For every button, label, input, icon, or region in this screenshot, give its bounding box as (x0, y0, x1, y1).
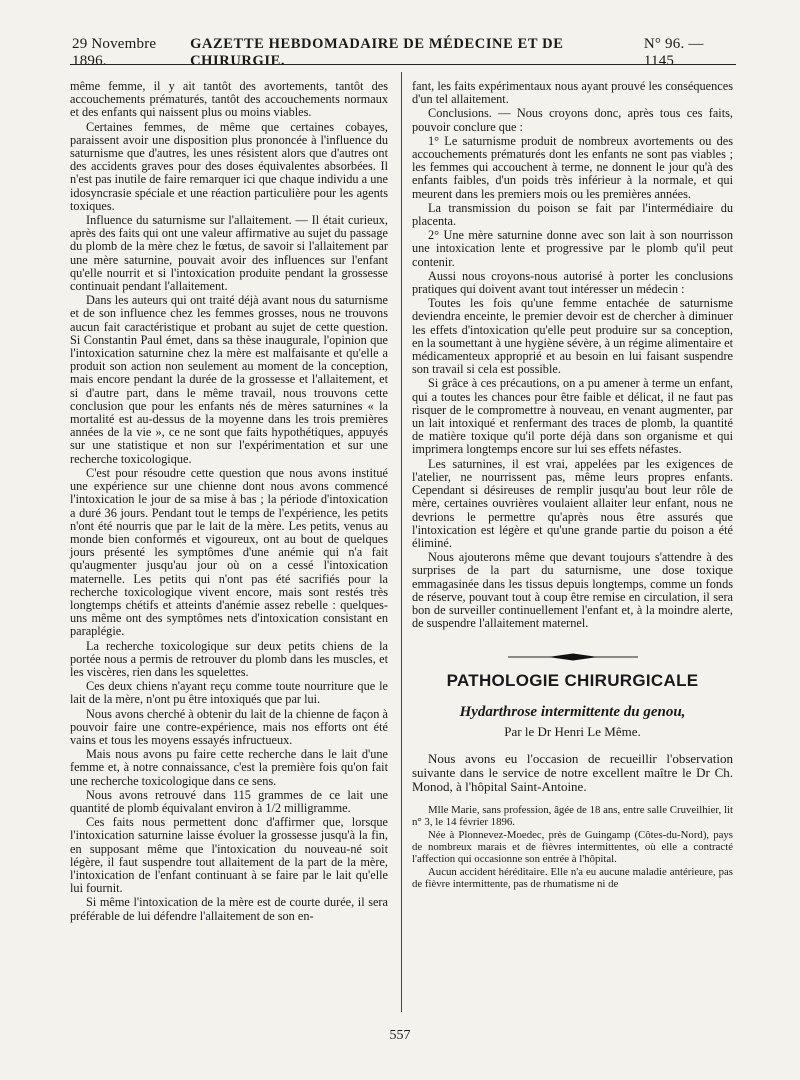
case-paragraph: Mlle Marie, sans profession, âgée de 18 ans, entre salle Cruveilhier, lit n° 3, le 14 février 1896. (412, 803, 733, 828)
paragraph: C'est pour résoudre cette question que nous avons institué une expérience sur une chienne dont nous avons commencé l'intoxication le jour de sa mise à bas ; la période d'intoxication a duré 36 jours. Pendant tout le temps de l'expérience, les petits n'ont été nourris que par le lait de la mère. Les petits, venus au monde bien conformés et vigoureux, ont au bout de quelques jours présenté les symptômes d'une anémie qui n'a fait qu'augmenter jusqu'au jour où on a cessé l'intoxication maternelle. Les petits qui n'ont pas été sacrifiés pour la recherche toxicologique vivent encore, mais sont restés très longtemps chétifs et atteints d'anémie assez rebelle : quelques-uns même ont des symptômes nets d'intoxication consistant en paraplégie. (70, 465, 388, 639)
folio-number: 557 (389, 1028, 411, 1043)
paragraph: Certaines femmes, de même que certaines cobayes, paraissent avoir une disposition plus prononcée à l'influence du saturnisme que d'autres, les unes résistent alors que d'autres ont des accidents graves pour des doses équivalentes absorbées. Il n'est pas inutile de faire remarquer ici que chaque individu a une idosyncrasie spéciale et une réaction particulière pour les agents toxiques. (70, 119, 388, 213)
paragraph: La recherche toxicologique sur deux petits chiens de la portée nous a permis de retrouver du plomb dans les muscles, et les viscères, rien dans les squelettes. (70, 638, 388, 679)
paragraph: Dans les auteurs qui ont traité déjà avant nous du saturnisme et de son influence chez les femmes grosses, nous ne trouvons aucun fait caractéristique et probant au sujet de cette question. Si Constantin Paul émet, dans sa thèse inaugurale, l'opinion que l'intoxication saturnine chez la mère est malfaisante et qu'elle a produit son action non seulement au moment de la conception, mais encore pendant la durée de la grossesse et l'allaitement, et si d'autre part, dans le même travail, nous trouvons cette conclusion que pour les enfants nés de mères saturnines « la mortalité est au-dessus de la moyenne dans les trois premières années de la vie », ce ne sont que faits hypothétiques, appuyés sur une statistique et non sur l'expérimentation et sur une recherche toxicologique. (70, 293, 388, 466)
paragraph: Les saturnines, il est vrai, appelées par les exigences de l'atelier, ne nourrissent pas, même leurs propres enfants. Cependant si désireuses de remplir jusqu'au bout leur rôle de mère, certaines ouvrières voulaient allaiter leur enfant, nous ne devrions le permettre qu'après nous être assurés que l'intoxication est légère et qu'une grande partie du poison a été éliminé. (412, 456, 733, 550)
conclusions-paragraph: Conclusions. — Nous croyons donc, après tous ces faits, pouvoir conclure que : (412, 106, 733, 134)
paragraph: Influence du saturnisme sur l'allaitement. — Il était curieux, après des faits qui ont une valeur affirmative au sujet du passage du plomb de la mère chez le fœtus, de savoir si l'allaitement par une mère saturnine, pouvait avoir des influences sur l'enfant qu'elle nourrit et si l'intoxication produite pendant la grossesse continuait pendant l'allaitement. (70, 213, 388, 294)
paragraph: Nous avons cherché à obtenir du lait de la chienne de façon à pouvoir faire une contre-expérience, mais nos efforts ont été vains et tous les moyens essayés infructueux. (70, 706, 388, 747)
column-divider (401, 72, 402, 1012)
paragraph: 1° Le saturnisme produit de nombreux avortements ou des accouchements prématurés dont les enfants ne sont pas viables ; les femmes qui accouchent à terme, ne donnent le jour qu'à des enfants faibles, d'un poids très inférieur à la normale, et qui meurent dans les premiers mois ou les premières années. (412, 133, 733, 201)
paragraph: Si même l'intoxication de la mère est de courte durée, il sera préférable de lui défendre l'allaitement de son en- (70, 895, 388, 923)
issue-page-number: N° 96. — 1145 (643, 36, 704, 69)
header-rule (70, 64, 736, 65)
paragraph: Toutes les fois qu'une femme entachée de saturnisme deviendra enceinte, le premier devoir est de chercher à diminuer les effets d'intoxication qu'elle peut produire sur sa conception, en la soumettant à une hygiène sévère, à un régime alimentaire et médicamenteux approprié et au besoin en lui faisant suspendre son travail si cela est possible. (412, 296, 733, 377)
section-ornament (508, 652, 638, 662)
header-date: 29 Novembre 1896. (72, 36, 157, 69)
case-paragraph: Née à Plonnevez-Moedec, près de Guingamp (Côtes-du-Nord), pays de nombreux marais et de fièvres intermittentes, où elle a contracté l'affection qui occasionne son entrée à l'hôpital. (412, 828, 733, 865)
paragraph: Si grâce à ces précautions, on a pu amener à terme un enfant, qui a toutes les chances pour être faible et délicat, il ne faut pas risquer de le compromettre à nouveau, en venant augmenter, par un lait intoxiqué et renfermant des traces de plomb, la quantité de matière toxique qu'il porte déjà dans son organisme et qui imprimera longtemps encore sur lui ses effets néfastes. (412, 376, 733, 457)
paragraph: Ces faits nous permettent donc d'affirmer que, lorsque l'intoxication saturnine laisse évoluer la grossesse jusqu'à la fin, en supposant même que l'intoxication du nouveau-né soit légère, il faut suspendre tout allaitement de la part de la mère, l'intoxication de l'enfant continuant à se faire par le lait qu'elle lui fournit. (70, 815, 388, 896)
journal-title: GAZETTE HEBDOMADAIRE DE MÉDECINE ET DE CHIRURGIE. (190, 36, 564, 69)
article-intro: Nous avons eu l'occasion de recueillir l'observation suivante dans le service de notre excellent maître le Dr Ch. Monod, à l'hôpital Saint-Antoine. (412, 750, 733, 794)
case-report (412, 804, 733, 890)
paragraph: Aussi nous croyons-nous autorisé à porter les conclusions pratiques qui doivent avant tout intéresser un médecin : (412, 268, 733, 297)
paragraph: 2° Une mère saturnine donne avec son lait à son nourrisson une intoxication lente et progressive par le plomb qu'il peut contenir. (412, 228, 733, 269)
section-title: PATHOLOGIE CHIRURGICALE (446, 671, 699, 691)
byline: Par le Dr Henri Le Même. (504, 723, 641, 739)
right-column (412, 80, 733, 891)
paragraph: Ces deux chiens n'ayant reçu comme toute nourriture que le lait de la mère, n'ont pu être intoxiqués que par lui. (70, 679, 388, 707)
paragraph: Nous avons retrouvé dans 115 grammes de ce lait une quantité de plomb équivalant environ à 1/2 milligramme. (70, 787, 388, 815)
paragraph: Mais nous avons pu faire cette recherche dans le lait d'une femme et, à notre connaissance, c'est la première fois qu'on fait une recherche toxicologique dans ce sens. (70, 747, 388, 788)
case-paragraph: Aucun accident héréditaire. Elle n'a eu aucune maladie antérieure, pas de fièvre intermittente, pas de rhumatisme ni de (412, 865, 733, 890)
paragraph: même femme, il y ait tantôt des avortements, tantôt des accouchements prématurés, tantôt des accouchements normaux et des enfants qui naissent plus ou moins viables. (70, 79, 388, 120)
left-column (70, 80, 388, 924)
paragraph: La transmission du poison se fait par l'intermédiaire du placenta. (412, 200, 733, 229)
paragraph: fant, les faits expérimentaux nous ayant prouvé les conséquences d'un tel allaitement. (412, 79, 733, 107)
running-header (72, 36, 734, 69)
paragraph: Nous ajouterons même que devant toujours s'attendre à des surprises de la part du saturnisme, une dose toxique emmagasinée dans les tissus depuis longtemps, comme un fonds de réserve, pouvant tout à coup être remise en circulation, il sera bon de surveiller continuellement l'enfant et, à la moindre alerte, de suspendre l'allaitement maternel. (412, 550, 733, 631)
article-title: Hydarthrose intermittente du genou, (459, 703, 686, 720)
